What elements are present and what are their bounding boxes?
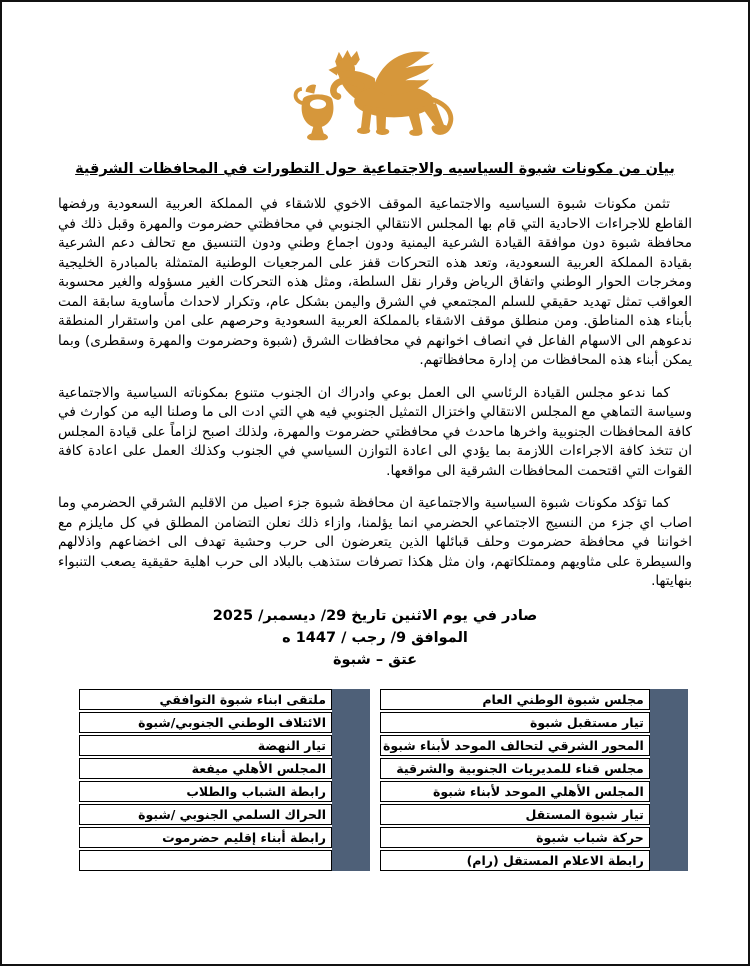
signatory-cell: الحراك السلمي الجنوبي /شبوة (79, 804, 332, 825)
signatories-column-right (380, 689, 671, 871)
document-body (58, 195, 692, 592)
body-paragraph: كما تؤكد مكونات شبوة السياسية والاجتماعية ان محافظة شبوة جزء اصيل من الاقليم الشرقي الحضرمي وما اصاب اي جزء من النسيج الاجتماعي الحضرمي انما يؤلمنا، وازاء ذلك نعلن التضامن المطلق في كل مايلزم مع اخواننا في محافظة حضرموت وحلف قبائلها الذين يتعرضون الى حرب وحشية تهدف الى اخضاعهم واذلالهم والسيطرة على مثاويهم وممتلكاتهم، وان مثل هكذا تصرفات ستذهب بالبلاد الى حرب اهلية حقيقية يصعب التنبواء بنهايتها. (58, 495, 692, 590)
signatory-cell: مجلس قناء للمديريات الجنوبية والشرقية (380, 758, 650, 779)
signatory-cell: رابطة أبناء إقليم حضرموت (79, 827, 332, 848)
amphora-icon (296, 85, 334, 141)
document-title: بيان من مكونات شبوة السياسيه والاجتماعية حول التطورات في المحافظات الشرقية (75, 161, 675, 177)
signatories-right-cells (380, 689, 650, 871)
signatories-table (79, 689, 671, 871)
issue-date-line-2: الموافق 9/ رجب / 1447 ه (282, 629, 468, 646)
body-paragraph: كما ندعو مجلس القيادة الرئاسي الى العمل بوعي وادراك ان الجنوب متنوع بمكوناته السياسية والاجتماعية وسياسة التماهي مع المجلس الانتقالي واختزال التمثيل الجنوبي فيه هي التي ادت الى ما وصلنا اليه من كوارث في كافة المحافظات الجنوبية واخرها ماحدث في محافظتي حضرموت والمهرة، ولذلك اصبح لزاماً على قيادة المجلس ان تتخذ كافة الاجراءات اللازمة بما يؤدي الى اعادة التوازن السياسي في الجنوب وكذلك العمل على اعادة كافة القوات التي اقتحمت المحافظات الشرقية الى مواقعها. (58, 384, 692, 479)
signatory-cell: المجلس الأهلي الموحد لأبناء شبوة (380, 781, 650, 802)
signatory-cell: المحور الشرقي لتحالف الموحد لأبناء شبوة (380, 735, 650, 756)
accent-bar-left (332, 689, 370, 871)
signatory-cell: تيار مستقبل شبوة (380, 712, 650, 733)
signatory-cell: ملتقى ابناء شبوة التوافقي (79, 689, 332, 710)
signatory-cell (79, 850, 332, 871)
signatories-column-left (79, 689, 370, 871)
winged-griffin-emblem-icon (280, 44, 470, 149)
signatory-cell: تيار شبوة المستقل (380, 804, 650, 825)
body-paragraph: تثمن مكونات شبوة السياسيه والاجتماعية الموقف الاخوي للاشقاء في المملكة العربية السعودية ورفضها القاطع للاجراءات الاحادية التي قام بها المجلس الانتقالي الجنوبي في محافظتي حضرموت والمهرة وقبل ذلك في محافظة شبوة دون موافقة القيادة الشرعية اليمنية ودون اجماع وطني ودون التنسيق مع تحالف دعم الشرعية بقيادة المملكة العربية السعودية، وتعد هذه التحركات قفز على المرجعيات الوطنية المتمثلة بالمبادرة الخليجية ومخرجات الحوار الوطني واتفاق الرياض وقرار نقل السلطة، ومثل هذه التحركات الغير مسؤوله والغير محسوبة العواقب تمثل تهديد حقيقي للسلم المجتمعي في الشرق واليمن بشكل عام، وتكرار لاحداث مأساوية سابقة المت بأبناء هذه المناطق. ومن منطلق موقف الاشقاء بالمملكة العربية السعودية وحرصهم على امن واستقرار المنطقة ندعوهم الى الاسهام الفاعل في انصاف اخوانهم في محافظات الشرق (شبوة وحضرموت والمهرة وسقطرى) وبما يمكن أبناء هذه المحافظات من إدارة محافظاتهم. (58, 196, 692, 369)
issue-date-line-1: صادر في يوم الاثنين تاريخ 29/ ديسمبر/ 2025 (212, 607, 538, 624)
signatory-cell: رابطة الاعلام المستقل (رام) (380, 850, 650, 871)
signatory-cell: رابطة الشباب والطلاب (79, 781, 332, 802)
issue-date-block (2, 605, 748, 671)
issue-place-line: عتق – شبوة (332, 651, 418, 668)
accent-bar-right (650, 689, 688, 871)
signatory-cell: حركة شباب شبوة (380, 827, 650, 848)
griffin-body (328, 50, 450, 136)
signatory-cell: تيار النهضة (79, 735, 332, 756)
signatory-cell: مجلس شبوة الوطني العام (380, 689, 650, 710)
signatory-cell: المجلس الأهلي ميفعة (79, 758, 332, 779)
signatory-cell: الائتلاف الوطني الجنوبي/شبوة (79, 712, 332, 733)
signatories-left-cells (79, 689, 332, 871)
